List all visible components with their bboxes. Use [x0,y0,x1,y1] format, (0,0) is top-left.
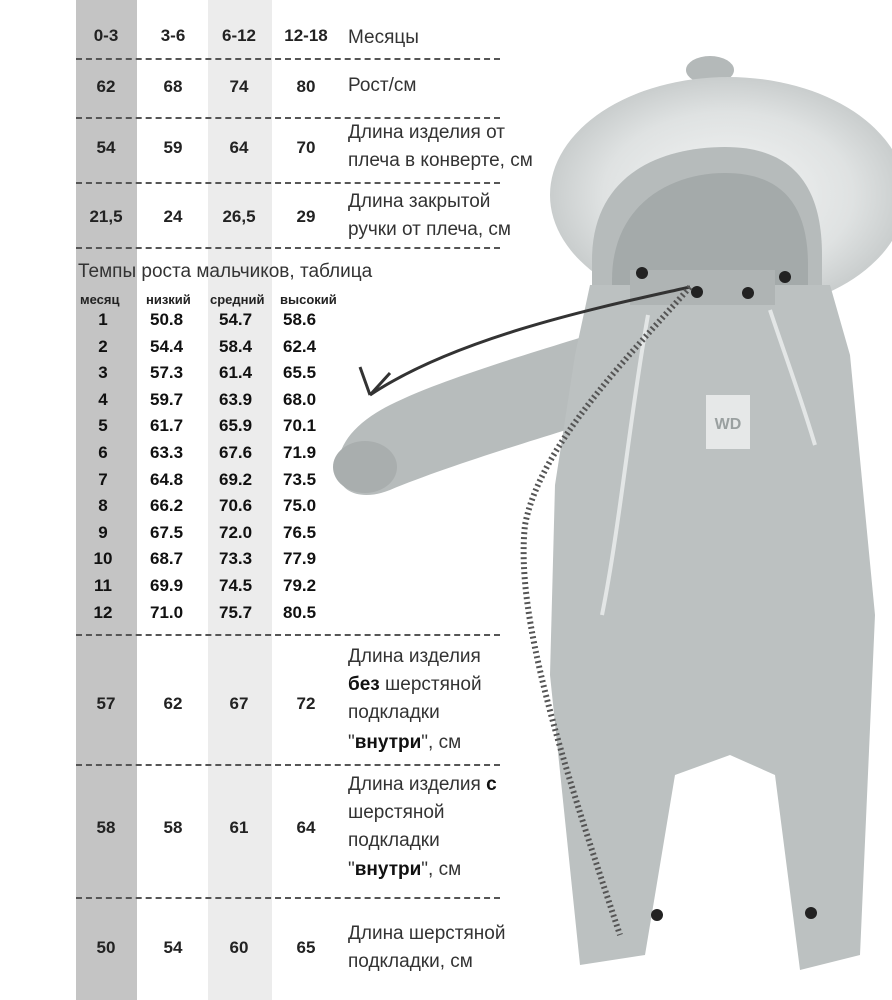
months-label: Месяцы [348,27,419,48]
envelope-length-cell: 54 [96,138,116,157]
growth-mid-cell: 74.5 [219,576,253,595]
divider [76,182,500,184]
growth-header-mid: средний [210,292,265,307]
length-with-lining-cell: 58 [163,818,183,837]
growth-month-cell: 9 [98,522,108,542]
length-no-lining-cell: 72 [296,694,316,713]
growth-header-month: месяц [80,292,120,307]
length-with-lining-label-3: подкладки [348,830,440,851]
length-no-lining-label-1: Длина изделия [348,646,481,667]
growth-mid-cell: 54.7 [219,310,253,329]
growth-low-cell: 71.0 [150,602,184,622]
growth-mid-cell: 75.7 [219,602,253,622]
lining-length-cell: 50 [96,938,116,957]
divider [76,247,500,249]
growth-mid-cell: 73.3 [219,549,253,569]
growth-header-high: высокий [280,292,337,307]
growth-high-cell: 79.2 [283,576,317,595]
growth-mid-cell: 63.9 [219,389,253,409]
growth-high-cell: 65.5 [283,363,317,383]
length-no-lining-cell: 62 [163,694,183,713]
growth-month-cell: 6 [98,443,108,462]
growth-mid-cell: 69.2 [219,469,253,489]
growth-high-cell: 75.0 [283,496,317,516]
lining-length-label-2: подкладки, см [348,951,473,972]
growth-high-cell: 62.4 [283,336,317,356]
length-with-lining-cell: 61 [229,818,249,837]
height-cell: 80 [296,77,316,96]
growth-mid-cell: 72.0 [219,522,253,542]
length-no-lining-label-2: без шерстяной [348,674,482,695]
lining-length-cell: 54 [163,938,183,957]
length-with-lining-label-4: "внутри", см [348,859,462,880]
envelope-length-cell: 70 [296,138,316,157]
growth-mid-cell: 67.6 [219,443,253,462]
size-col-6-12: 6-12 [221,26,257,45]
lining-length-label-1: Длина шерстяной [348,923,506,944]
growth-table-title: Темпы роста мальчиков, таблица [78,261,373,282]
lining-length-cell: 60 [229,938,249,957]
growth-month-cell: 10 [93,549,113,569]
growth-high-cell: 70.1 [283,416,317,436]
growth-month-cell: 3 [98,363,108,383]
growth-low-cell: 63.3 [150,443,184,462]
growth-low-cell: 54.4 [150,336,184,356]
growth-mid-cell: 70.6 [219,496,253,516]
hand-length-cell: 21,5 [89,207,123,226]
growth-high-cell: 80.5 [283,602,317,622]
growth-low-cell: 57.3 [150,363,184,383]
growth-month-cell: 8 [98,496,108,516]
size-col-0-3: 0-3 [93,26,119,45]
length-no-lining-cell: 67 [229,694,249,713]
envelope-length-cell: 59 [163,138,183,157]
size-col-12-18: 12-18 [284,26,328,45]
height-cell: 68 [163,77,183,96]
growth-low-cell: 59.7 [150,389,184,409]
growth-high-cell: 76.5 [283,522,317,542]
growth-low-cell: 67.5 [150,522,184,542]
growth-month-cell: 7 [98,469,108,489]
hand-length-label-1: Длина закрытой [348,191,491,212]
length-with-lining-cell: 64 [296,818,316,837]
length-with-lining-label-2: шерстяной [348,802,445,823]
divider [76,897,500,899]
growth-high-cell: 77.9 [283,549,317,569]
growth-mid-cell: 61.4 [219,363,253,383]
envelope-length-label-1: Длина изделия от [348,122,505,143]
growth-low-cell: 61.7 [150,416,184,436]
height-cell: 74 [229,77,249,96]
growth-low-cell: 66.2 [150,496,184,516]
lining-length-cell: 65 [296,938,316,957]
growth-low-cell: 64.8 [150,469,184,489]
growth-high-cell: 71.9 [283,443,317,462]
envelope-length-label-2: плеча в конверте, см [348,150,533,171]
divider [76,117,500,119]
hand-length-cell: 26,5 [222,207,256,226]
length-with-lining-cell: 58 [96,818,116,837]
hand-length-cell: 29 [296,207,316,226]
divider [76,58,500,60]
divider [76,764,500,766]
length-no-lining-cell: 57 [96,694,116,713]
hand-length-label-2: ручки от плеча, см [348,219,511,240]
growth-low-cell: 69.9 [150,576,184,595]
growth-mid-cell: 65.9 [219,416,253,436]
length-no-lining-label-4: "внутри", см [348,732,462,753]
growth-high-cell: 58.6 [283,310,317,329]
growth-month-cell: 4 [98,389,108,409]
length-no-lining-label-3: подкладки [348,702,440,723]
height-cell: 62 [96,77,116,96]
divider [76,634,500,636]
growth-month-cell: 2 [98,336,108,356]
envelope-length-cell: 64 [229,138,249,157]
growth-month-cell: 12 [93,602,113,622]
growth-high-cell: 68.0 [283,389,317,409]
growth-month-cell: 5 [98,416,108,436]
product-label-text: WD [714,416,742,433]
height-label: Рост/см [348,75,417,96]
growth-mid-cell: 58.4 [219,336,253,356]
growth-low-cell: 50.8 [150,310,184,329]
growth-high-cell: 73.5 [283,469,317,489]
growth-month-cell: 11 [94,576,112,595]
growth-header-low: низкий [146,292,191,307]
hand-length-cell: 24 [163,207,183,226]
growth-low-cell: 68.7 [150,549,184,569]
size-col-3-6: 3-6 [160,26,186,45]
growth-month-cell: 1 [98,310,108,329]
length-with-lining-label-1: Длина изделия с [348,774,497,795]
